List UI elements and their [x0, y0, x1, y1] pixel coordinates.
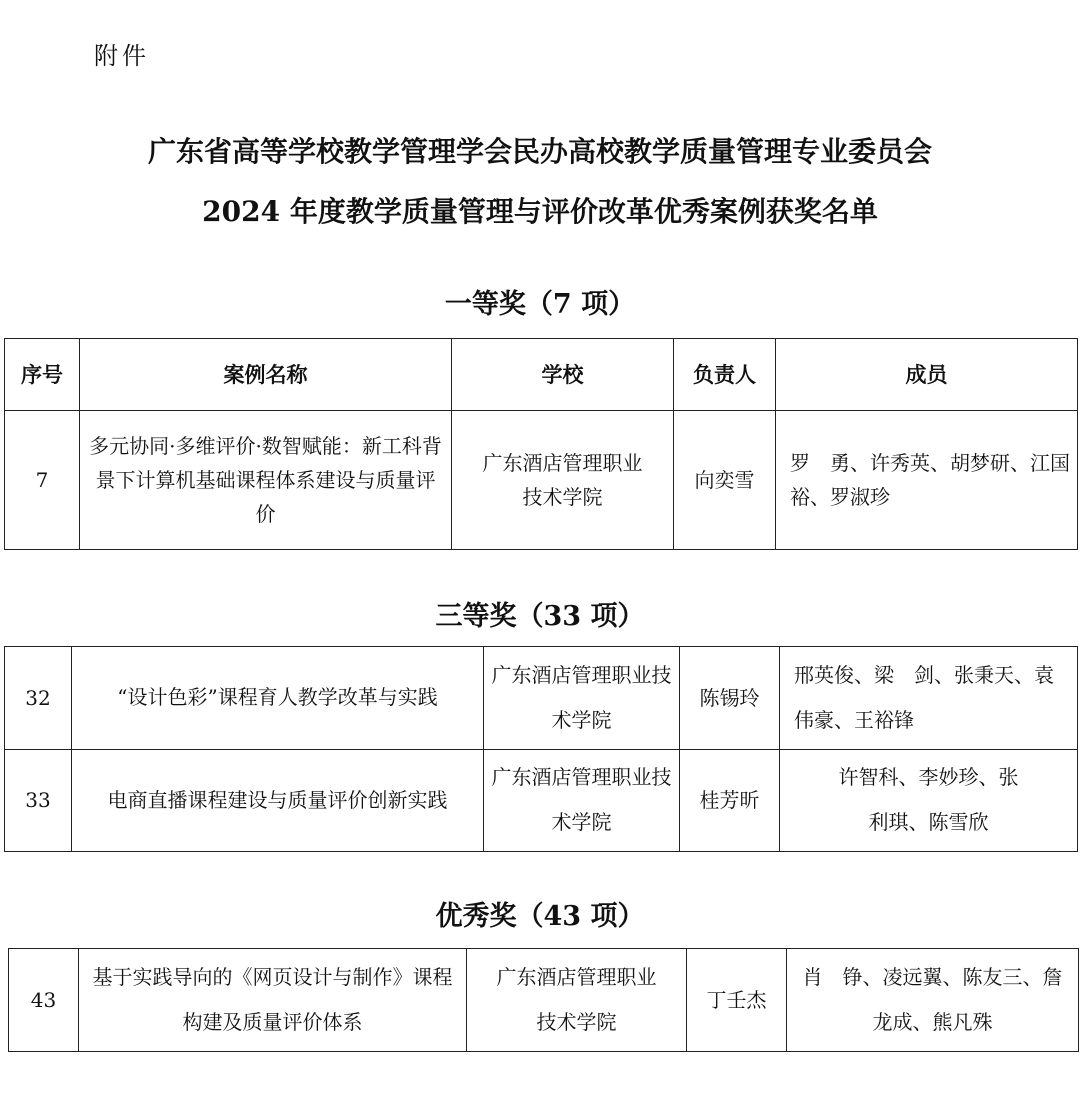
row-seq: 7	[5, 411, 80, 550]
row-members: 邢英俊、梁 剑、张秉天、袁伟豪、王裕锋	[780, 647, 1078, 750]
third-prize-heading: 三等奖（33 项）	[435, 601, 645, 632]
row-case-name: “设计色彩”课程育人教学改革与实践	[72, 647, 484, 750]
header-seq: 序号	[5, 339, 80, 411]
header-leader: 负责人	[674, 339, 776, 411]
document-title-line1: 广东省高等学校教学管理学会民办高校教学质量管理专业委员会	[147, 135, 932, 168]
row-seq: 32	[5, 647, 72, 750]
third-prize-table	[4, 646, 1078, 852]
table-row	[9, 949, 1079, 1052]
attachment-label: 附件	[94, 42, 150, 70]
excellence-prize-heading: 优秀奖（43 项）	[435, 901, 645, 932]
row-seq: 33	[5, 749, 72, 852]
row-case-name: 多元协同·多维评价·数智赋能：新工科背景下计算机基础课程体系建设与质量评价	[80, 411, 452, 550]
document-title-line2: 2024 年度教学质量管理与评价改革优秀案例获奖名单	[202, 195, 878, 228]
excellence-prize-table	[8, 948, 1079, 1052]
table-row	[5, 647, 1078, 750]
first-prize-table	[4, 338, 1078, 550]
table-row	[5, 749, 1078, 852]
row-case-name: 电商直播课程建设与质量评价创新实践	[72, 749, 484, 852]
header-school: 学校	[452, 339, 674, 411]
header-case: 案例名称	[80, 339, 452, 411]
row-members: 许智科、李妙珍、张利琪、陈雪欣	[780, 749, 1078, 852]
row-members: 罗 勇、许秀英、胡梦研、江国裕、罗淑珍	[776, 411, 1078, 550]
row-leader: 丁壬杰	[687, 949, 787, 1052]
row-school: 广东酒店管理职业技术学院	[452, 411, 674, 550]
row-leader: 向奕雪	[674, 411, 776, 550]
row-school: 广东酒店管理职业技术学院	[484, 749, 680, 852]
row-case-name: 基于实践导向的《网页设计与制作》课程构建及质量评价体系	[79, 949, 467, 1052]
row-leader: 陈锡玲	[680, 647, 780, 750]
row-school: 广东酒店管理职业技术学院	[467, 949, 687, 1052]
row-school: 广东酒店管理职业技术学院	[484, 647, 680, 750]
table-row	[5, 411, 1078, 550]
row-leader: 桂芳昕	[680, 749, 780, 852]
table-header-row	[5, 339, 1078, 411]
row-seq: 43	[9, 949, 79, 1052]
first-prize-heading: 一等奖（7 项）	[444, 289, 636, 320]
row-members: 肖 铮、凌远翼、陈友三、詹龙成、熊凡殊	[787, 949, 1079, 1052]
header-members: 成员	[776, 339, 1078, 411]
